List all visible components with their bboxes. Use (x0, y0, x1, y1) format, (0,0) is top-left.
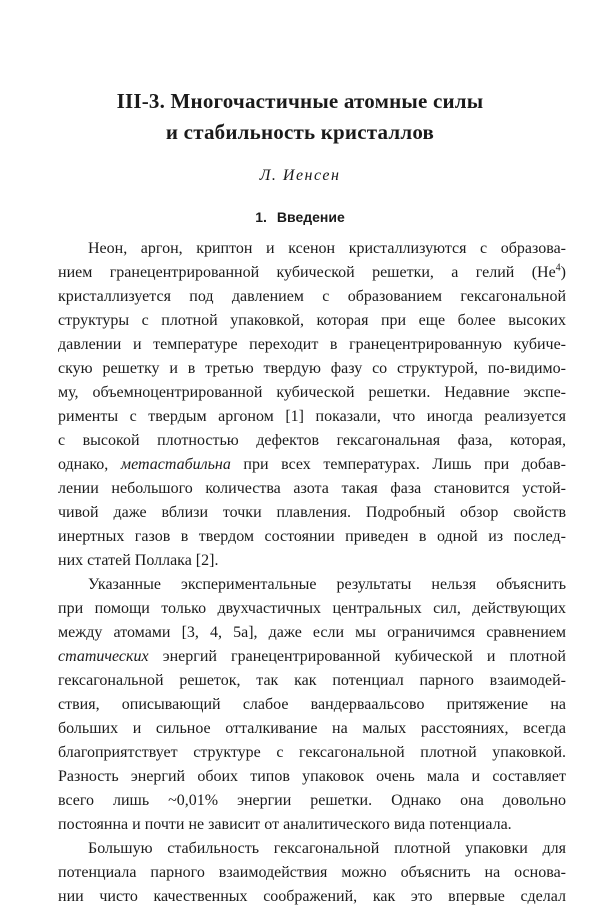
text-line: нием гранецентрированной кубической решетки, а гелий (He$^4$) (58, 262, 566, 281)
text-line: Неон, аргон, криптон и ксенон кристаллизуются с образова- (88, 240, 566, 257)
author-name: Л. Иенсен (259, 167, 341, 184)
text-line: них статей Поллака [2]. (58, 552, 219, 569)
text-line: инертных газов в твердом состоянии приведен в одной из послед- (58, 528, 566, 545)
text-line: чивой даже вблизи точки плавления. Подробный обзор свойств (58, 504, 566, 521)
text-line: скую решетку и в третью твердую фазу со структурой, по-видимо- (58, 360, 566, 377)
text-line: потенциала парного взаимодействия можно объяснить на основа- (58, 864, 566, 881)
text-line: лении небольшого количества азота такая фаза становится устой- (58, 480, 566, 497)
text-line: Разность энергий обоих типов упаковок очень мала и составляет (58, 768, 566, 785)
chapter-title-line-2: и стабильность кристаллов (165, 120, 435, 144)
text-line: Большую стабильность гексагональной плотной упаковки для (88, 840, 566, 857)
section-number: 1. (255, 209, 267, 225)
text-line: статических энергий гранецентрированной кубической и плотной (58, 648, 566, 665)
text-line: постоянна и почти не зависит от аналитического вида потенциала. (58, 816, 512, 833)
text-line: Указанные экспериментальные результаты нельзя объяснить (88, 576, 566, 593)
text-line: рименты с твердым аргоном [1] показали, что иногда реализуется (58, 408, 566, 425)
text-line: больших и сильное отталкивание на малых расстояниях, всегда (58, 720, 566, 737)
text-line: гексагональной решеток, так как потенциал парного взаимодей- (58, 672, 566, 689)
section-heading (0, 206, 600, 228)
text-line: с высокой плотностью дефектов гексагональная фаза, которая, (58, 432, 566, 449)
text-line: му, объемноцентрированной кубической решетки. Недавние экспе- (58, 384, 566, 401)
text-line: нии чисто качественных соображений, как это впервые сделал (58, 888, 566, 905)
text-line: ствия, описывающий слабое вандерваальсово притяжение на (58, 696, 566, 713)
text-line: давлении и температуре переходит в гранецентрированную кубиче- (58, 336, 566, 353)
text-line: однако, метастабильна при всех температурах. Лишь при добав- (58, 456, 566, 473)
section-title: Введение (276, 209, 345, 225)
text-line: структуры с плотной упаковкой, которая при еще более высоких (58, 312, 566, 329)
text-line: при помощи только двухчастичных центральных сил, действующих (58, 600, 566, 617)
text-line: между атомами [3, 4, 5a], даже если мы ограничимся сравнением (58, 624, 566, 641)
text-line: благоприятствует структуре с гексагональной плотной упаковкой. (58, 744, 566, 761)
text-line: всего лишь ~0,01% энергии решетки. Однако она довольно (58, 792, 566, 809)
chapter-title-line-1: III-3. Многочастичные атомные силы (116, 89, 484, 113)
text-line: кристаллизуется под давлением с образованием гексагональной (58, 288, 566, 305)
